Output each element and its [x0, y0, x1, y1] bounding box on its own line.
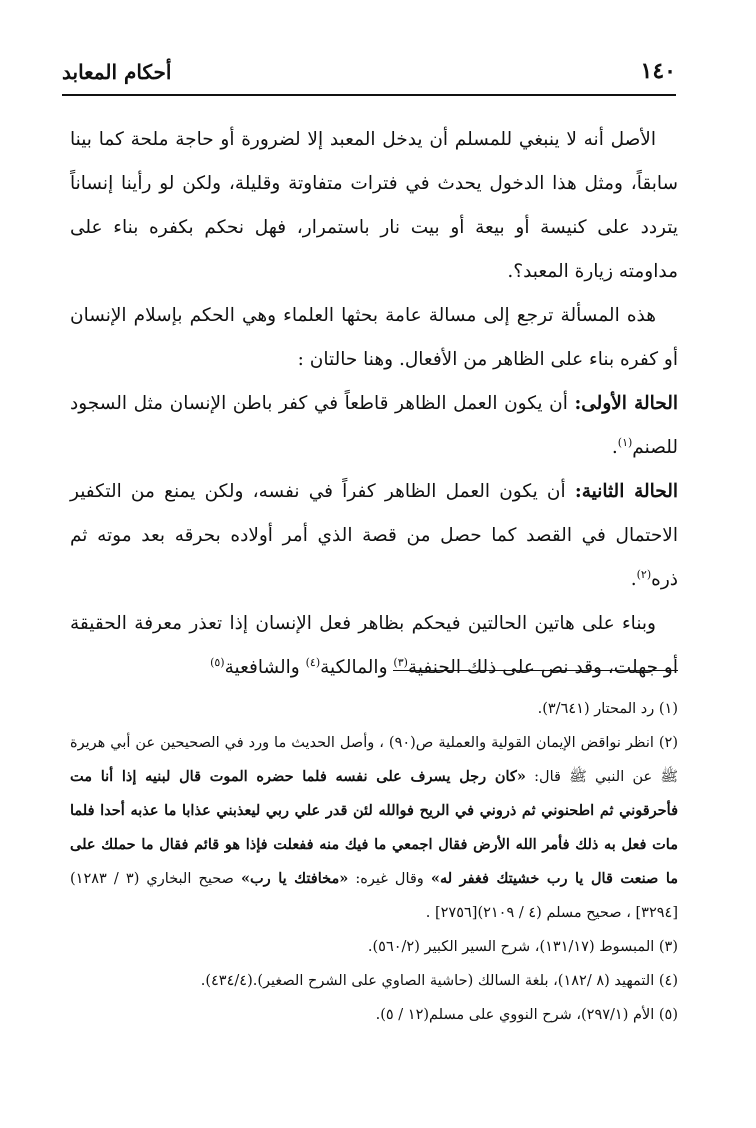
footnote-5: (٥) الأم (٢٩٧/١)، شرح النووي على مسلم(١٢ / ٥).: [375, 1007, 678, 1023]
main-text: [70, 118, 678, 690]
footnote-2-sources: صحيح البخاري (٣ / ١٢٨٣)[٣٢٩٤] ، صحيح مسلم (٤ / ٢١٠٩)[٢٧٥٦] .: [70, 871, 678, 921]
paragraph-5-shafii: والشافعية: [224, 657, 306, 678]
case-one-end: .: [611, 437, 618, 458]
paragraph-5-maliki: والمالكية: [320, 657, 394, 678]
footnote-1: (١) رد المحتار (٣/٦٤١).: [537, 701, 678, 717]
footnote-3: (٣) المبسوط (١٣١/١٧)، شرح السير الكبير (٥٦٠/٢).: [367, 939, 678, 955]
footnote-2-mid: وقال غيره:: [348, 871, 431, 887]
paragraph-case-two: [70, 470, 678, 602]
page-number: ١٤٠: [640, 58, 676, 84]
case-two-text: أن يكون العمل الظاهر كفراً في نفسه، ولكن يمنع من التكفير الاحتمال في القصد كما حصل من قصة الذي أمر أولاده بحرقه بعد موته ثم ذره: [70, 481, 678, 590]
paragraph-5-text: وبناء على هاتين الحالتين فيحكم بظاهر فعل الإنسان إذا تعذر معرفة الحقيقة أو جهلت، وقد نص على ذلك الحنفية: [70, 613, 678, 678]
footnote-ref-3: (٣): [393, 655, 408, 669]
paragraph-5: [70, 602, 678, 690]
footnote-2-intro: (٢) انظر نواقض الإيمان القولية والعملية ص(٩٠) ، وأصل الحديث ما ورد في الصحيحين عن أبي هريرة ﷺ عن النبي ﷺ قال:: [70, 735, 678, 785]
case-one-text: أن يكون العمل الظاهر قاطعاً في كفر باطن الإنسان مثل السجود للصنم: [70, 393, 678, 458]
footnote-ref-1: (١): [617, 435, 633, 449]
footnote-divider: [393, 670, 678, 671]
case-one-label: الحالة الأولى:: [574, 393, 678, 414]
case-two-label: الحالة الثانية:: [574, 481, 678, 502]
page-header: [62, 58, 676, 96]
footnotes: [70, 692, 678, 1032]
case-two-end: .: [630, 569, 637, 590]
footnote-2-hadith: «كان رجل يسرف على نفسه فلما حضره الموت قال لبنيه إذا أنا مت فأحرقوني ثم اطحنوني ثم ذروني في الريح فوالله لئن قدر علي ربي ليعذبني عذابا ما عذبه أحدا فلما مات فعل به ذلك فأمر الله الأرض فقال اجمعي ما فيك منه ففعلت فإذا هو قائم فقال ما حملك على ما صنعت قال يا رب خشيتك فغفر له»: [70, 768, 679, 887]
paragraph-case-one: [70, 382, 678, 470]
footnote-ref-4: (٤): [305, 655, 321, 669]
paragraph-2: هذه المسألة ترجع إلى مسالة عامة بحثها العلماء وهي الحكم بإسلام الإنسان أو كفره بناء على الظاهر من الأفعال. وهنا حالتان :: [70, 305, 678, 370]
footnote-4: (٤) التمهيد (٨ /١٨٢)، بلغة السالك (حاشية الصاوي على الشرح الصغير).(٤٣٤/٤).: [200, 973, 678, 989]
footnote-ref-5: (٥): [210, 655, 225, 669]
footnote-2-hadith-variant: «مخافتك يا رب»: [240, 870, 349, 887]
footnote-2: [70, 726, 678, 930]
paragraph-1: الأصل أنه لا ينبغي للمسلم أن يدخل المعبد إلا لضرورة أو حاجة ملحة كما بينا سابقاً، ومثل هذا الدخول يحدث في فترات متفاوتة وقليلة، ولكن لو رأينا إنساناً يتردد على كنيسة أو بيعة أو بيت نار باستمرار، فهل نحكم بكفره بناء على مداومته زيارة المعبد؟.: [70, 129, 678, 282]
book-title: أحكام المعابد: [62, 60, 172, 84]
footnote-ref-2: (٢): [636, 567, 652, 581]
